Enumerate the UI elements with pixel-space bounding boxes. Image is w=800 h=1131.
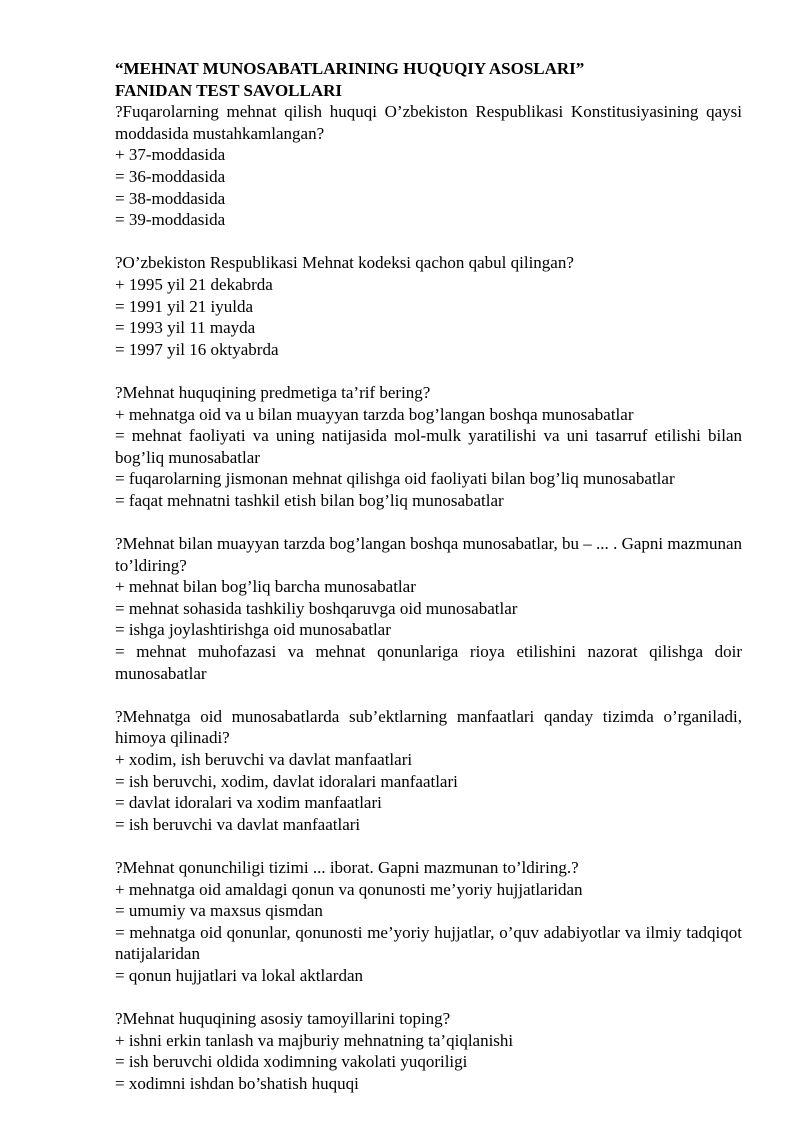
answer-option: = ish beruvchi, xodim, davlat idoralari manfaatlari [115, 771, 458, 791]
answer-option: = mehnat faoliyati va uning natijasida mol-mulk yaratilishi va uni tasarruf etilishi bilan bog’liq munosabatlar [115, 426, 742, 467]
answer-option: = 36-moddasida [115, 166, 226, 186]
document-title-line-2: FANIDAN TEST SAVOLLARI [115, 80, 343, 100]
answer-option: = ish beruvchi oldida xodimning vakolati yuqoriligi [115, 1052, 468, 1072]
answer-option: + 1995 yil 21 dekabrda [115, 274, 273, 294]
answer-option: + ishni erkin tanlash va majburiy mehnatning ta’qiqlanishi [115, 1030, 514, 1050]
question-text: ?Mehnat huquqining predmetiga ta’rif bering? [115, 382, 431, 402]
question-block-3 [115, 382, 742, 512]
answer-option: = 38-moddasida [115, 188, 226, 208]
question-block-2 [115, 252, 742, 360]
answer-option: = ish beruvchi va davlat manfaatlari [115, 814, 361, 834]
answer-option: = mehnat sohasida tashkiliy boshqaruvga oid munosabatlar [115, 598, 518, 618]
document-page [115, 58, 742, 1116]
question-block-1 [115, 101, 742, 231]
question-block-4 [115, 533, 742, 684]
question-text: ?O’zbekiston Respublikasi Mehnat kodeksi qachon qabul qilingan? [115, 253, 574, 273]
question-block-7 [115, 1008, 742, 1094]
answer-option: = 39-moddasida [115, 210, 226, 230]
answer-option: = 1991 yil 21 iyulda [115, 296, 254, 316]
answer-option: + xodim, ish beruvchi va davlat manfaatlari [115, 750, 413, 769]
answer-option: = faqat mehnatni tashkil etish bilan bog’liq munosabatlar [115, 490, 504, 510]
answer-option: = umumiy va maxsus qismdan [115, 901, 323, 921]
question-text: ?Mehnat bilan muayyan tarzda bog’langan boshqa munosabatlar, bu – ... . Gapni mazmunan to’ldiring? [115, 534, 742, 575]
question-text: ?Fuqarolarning mehnat qilish huquqi O’zbekiston Respublikasi Konstitusiyasining qaysi moddasida mustahkamlangan? [115, 102, 742, 143]
answer-option: = xodimni ishdan bo’shatish huquqi [115, 1073, 359, 1093]
question-block-6 [115, 857, 742, 987]
answer-option: = davlat idoralari va xodim manfaatlari [115, 793, 382, 813]
answer-option: = fuqarolarning jismonan mehnat qilishga oid faoliyati bilan bog’liq munosabatlar [115, 469, 675, 489]
answer-option: + mehnatga oid amaldagi qonun va qonunosti me’yoriy hujjatlaridan [115, 879, 583, 899]
answer-option: + mehnat bilan bog’liq barcha munosabatlar [115, 577, 416, 597]
answer-option: = mehnat muhofazasi va mehnat qonunlariga rioya etilishini nazorat qilishga doir munosabatlar [115, 642, 742, 683]
answer-option: = 1997 yil 16 oktyabrda [115, 339, 279, 359]
answer-option: = ishga joylashtirishga oid munosabatlar [115, 620, 391, 640]
answer-option: = mehnatga oid qonunlar, qonunosti me’yoriy hujjatlar, o’quv adabiyotlar va ilmiy tadqiqot natijalaridan [115, 922, 742, 964]
question-block-5 [115, 706, 742, 836]
answer-option: = 1993 yil 11 mayda [115, 318, 256, 338]
answer-option: + mehnatga oid va u bilan muayyan tarzda bog’langan boshqa munosabatlar [115, 404, 634, 424]
answer-option: + 37-moddasida [115, 145, 226, 165]
question-text: ?Mehnat qonunchiligi tizimi ... iborat. Gapni mazmunan to’ldiring.? [115, 857, 579, 877]
question-text: ?Mehnat huquqining asosiy tamoyillarini toping? [115, 1009, 451, 1029]
question-text: ?Mehnatga oid munosabatlarda sub’ektlarning manfaatlari qanday tizimda o’rganiladi, himoya qilinadi? [115, 706, 742, 748]
answer-option: = qonun hujjatlari va lokal aktlardan [115, 965, 363, 985]
document-title-line-1: “MEHNAT MUNOSABATLARINING HUQUQIY ASOSLARI” [115, 59, 585, 78]
